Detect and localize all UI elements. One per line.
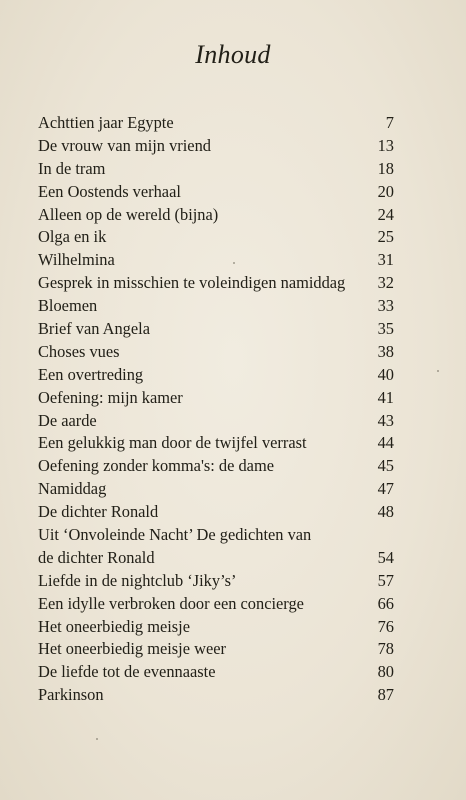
toc-entry [38,478,394,501]
toc-entry-page: 40 [377,364,394,384]
toc-entry-title: Namiddag [38,479,107,499]
toc-entry [38,112,394,135]
toc-entry [38,570,394,593]
toc-entry-title: de dichter Ronald [38,547,155,567]
toc-entry-page: 57 [377,570,394,590]
toc-entry-page: 80 [377,662,394,682]
toc-entry-page: 20 [377,181,394,201]
toc-entry [38,524,394,547]
toc-entry-page: 18 [377,158,394,178]
toc-entry [38,593,394,616]
toc-entry-page: 47 [377,479,394,499]
toc-entry-page: 76 [377,616,394,636]
toc-entry-page: 41 [377,387,394,407]
toc-entry-page: 13 [377,135,394,155]
toc-entry [38,547,394,570]
toc-entry-title: Oefening zonder komma's: de dame [38,456,274,476]
toc-entry [38,684,394,707]
toc-entry-page: 78 [377,639,394,659]
toc-entry [38,249,394,272]
toc-entry-page: 7 [385,113,394,132]
toc-entry-title: Gesprek in misschien te voleindigen namiddag [38,273,346,293]
toc-entry-title: De liefde tot de evennaaste [38,662,216,682]
toc-entry-page: 66 [377,593,394,613]
toc-entry [38,364,394,387]
toc-entry [38,226,394,249]
paper-speck [233,262,235,264]
toc-entry [38,638,394,661]
toc-entry [38,616,394,639]
toc-entry-title: Bloemen [38,296,98,316]
toc-entry-title: Choses vues [38,341,120,361]
paper-speck [96,738,98,740]
toc-entry-title: Olga en ik [38,227,107,247]
toc-entry-title: De vrouw van mijn vriend [38,135,211,155]
toc-entry [38,387,394,410]
toc-entry-title: In de tram [38,158,106,178]
toc-entry-title: De dichter Ronald [38,502,159,522]
toc-entry [38,295,394,318]
toc-entry-page: 25 [377,227,394,247]
toc-entry-title: De aarde [38,410,97,430]
toc-entry [38,455,394,478]
toc-entry [38,341,394,364]
toc-entry-page: 31 [377,250,394,270]
toc-entry-page: 43 [377,410,394,430]
toc-entry [38,501,394,524]
toc-entry [38,135,394,158]
toc-entry-page: 24 [377,204,394,224]
toc-entry-title: Het oneerbiedig meisje [38,616,191,636]
toc-entry-page: 33 [377,296,394,316]
toc-entry-page: 87 [377,685,394,705]
toc-entry-page: 35 [377,319,394,339]
toc-entry-title: Een overtreding [38,364,144,384]
toc-entry-page: 44 [377,433,394,453]
toc-entry-title: Oefening: mijn kamer [38,387,183,407]
toc-entry-page: 32 [377,273,394,293]
toc-entry-page: 38 [377,341,394,361]
toc-entry [38,272,394,295]
toc-entry [38,661,394,684]
toc-entry-title: Liefde in de nightclub ‘Jiky’s’ [38,570,237,590]
toc-entry [38,181,394,204]
paper-speck [437,370,439,372]
toc-entry [38,158,394,181]
toc-entry [38,318,394,341]
toc-entry-title: Een gelukkig man door de twijfel verrast [38,433,307,453]
toc-entry [38,204,394,227]
table-of-contents [38,112,394,707]
toc-entry-title: Het oneerbiedig meisje weer [38,639,226,659]
toc-entry-title: Een idylle verbroken door een concierge [38,593,304,613]
toc-entry-title: Een Oostends verhaal [38,181,181,201]
toc-entry-page: 48 [377,502,394,522]
toc-entry [38,410,394,433]
toc-entry-title: Parkinson [38,685,104,705]
toc-entry-page: 54 [377,547,394,567]
toc-entry-title: Uit ‘Onvoleinde Nacht’ De gedichten van [38,525,312,545]
page-title: Inhoud [195,40,271,69]
toc-entry-title: Achttien jaar Egypte [38,113,174,132]
toc-entry [38,432,394,455]
toc-entry-title: Brief van Angela [38,319,150,339]
toc-entry-title: Alleen op de wereld (bijna) [38,204,219,224]
toc-entry-page: 45 [377,456,394,476]
toc-entry-title: Wilhelmina [38,250,115,270]
